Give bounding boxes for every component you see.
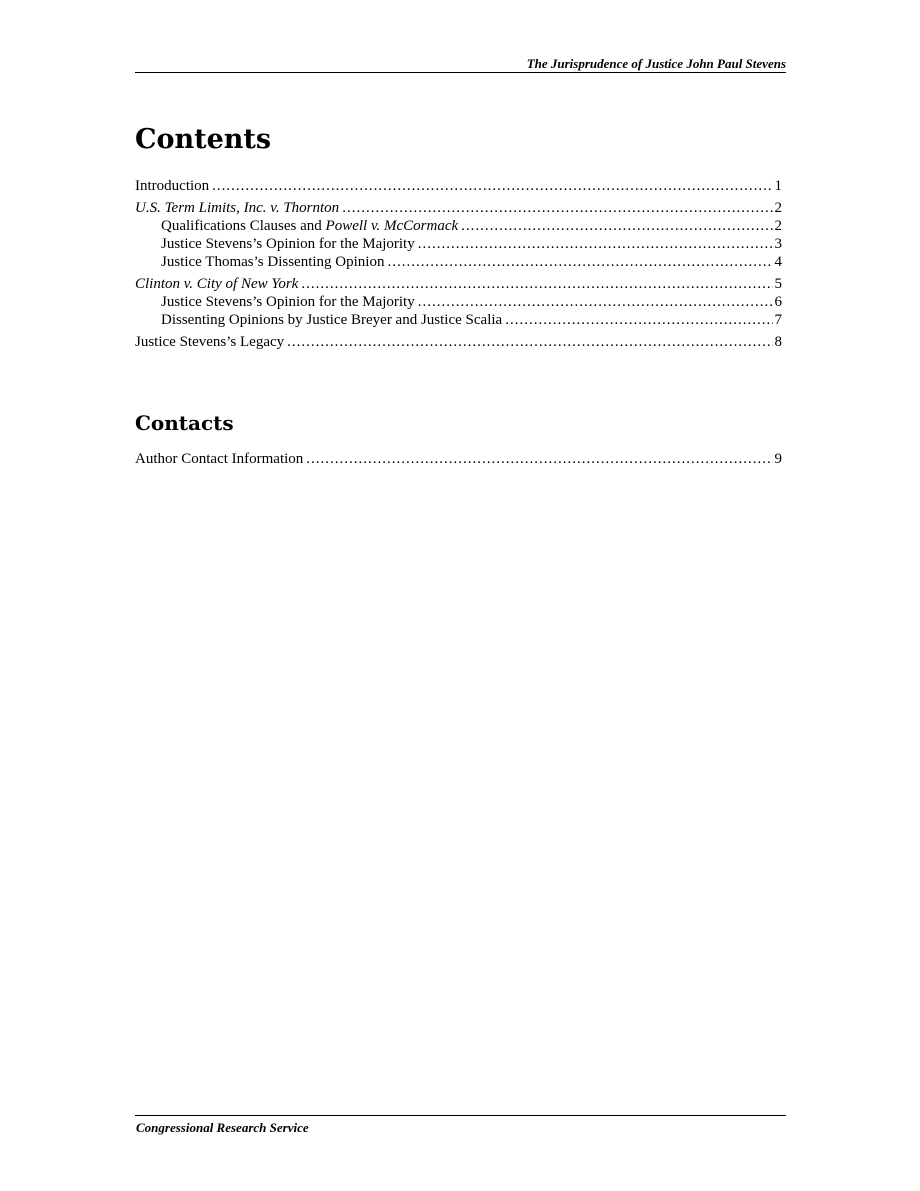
toc-entry-stevens-legacy[interactable]: [135, 333, 782, 351]
header-divider: [135, 72, 786, 73]
contacts-list: [135, 450, 782, 468]
dot-leader: [342, 199, 772, 217]
toc-entry-stevens-majority-thornton[interactable]: [135, 235, 782, 253]
running-footer-organization: Congressional Research Service: [136, 1120, 309, 1135]
dot-leader: [418, 293, 773, 311]
table-of-contents: [135, 177, 782, 351]
dot-leader: [212, 177, 772, 195]
toc-entry-title: Author Contact Information: [135, 451, 304, 467]
toc-entry-title: Justice Stevens’s Opinion for the Majority: [161, 236, 415, 252]
toc-entry-title: U.S. Term Limits, Inc. v. Thornton: [135, 200, 340, 216]
toc-entry-title-case-name: Powell v. McCormack: [325, 218, 459, 234]
toc-page-number: 2: [774, 218, 782, 234]
toc-page-number: 4: [774, 254, 782, 270]
toc-entry-term-limits[interactable]: [135, 199, 782, 217]
dot-leader: [505, 311, 772, 329]
dot-leader: [301, 275, 772, 293]
toc-entry-title: Clinton v. City of New York: [135, 276, 299, 292]
toc-page-number: 9: [774, 451, 782, 467]
toc-entry-thomas-dissent[interactable]: [135, 253, 782, 271]
contacts-heading: Contacts: [135, 411, 234, 435]
running-header-title: The Jurisprudence of Justice John Paul Stevens: [526, 56, 786, 71]
toc-page-number: 2: [774, 200, 782, 216]
dot-leader: [418, 235, 773, 253]
toc-entry-title: Dissenting Opinions by Justice Breyer and Justice Scalia: [161, 312, 503, 328]
toc-page-number: 6: [774, 294, 782, 310]
toc-entry-title: [161, 217, 458, 235]
footer-divider: [135, 1115, 786, 1116]
toc-entry-title: Introduction: [135, 178, 210, 194]
dot-leader: [306, 450, 772, 468]
toc-page-number: 5: [774, 276, 782, 292]
toc-entry-title-prefix: Qualifications Clauses and: [161, 218, 326, 234]
toc-entry-introduction[interactable]: [135, 177, 782, 195]
toc-page-number: 8: [774, 334, 782, 350]
toc-entry-qualifications-clauses[interactable]: [135, 217, 782, 235]
toc-entry-title: Justice Thomas’s Dissenting Opinion: [161, 254, 385, 270]
toc-entry-breyer-scalia-dissents[interactable]: [135, 311, 782, 329]
toc-entry-title: Justice Stevens’s Opinion for the Majority: [161, 294, 415, 310]
contents-heading: Contents: [135, 124, 272, 155]
toc-page-number: 7: [774, 312, 782, 328]
toc-entry-author-contact[interactable]: [135, 450, 782, 468]
dot-leader: [287, 333, 772, 351]
toc-entry-title: Justice Stevens’s Legacy: [135, 334, 285, 350]
toc-page-number: 3: [774, 236, 782, 252]
toc-entry-stevens-majority-clinton[interactable]: [135, 293, 782, 311]
dot-leader: [387, 253, 772, 271]
toc-entry-clinton[interactable]: [135, 275, 782, 293]
dot-leader: [461, 217, 772, 235]
toc-page-number: 1: [774, 178, 782, 194]
